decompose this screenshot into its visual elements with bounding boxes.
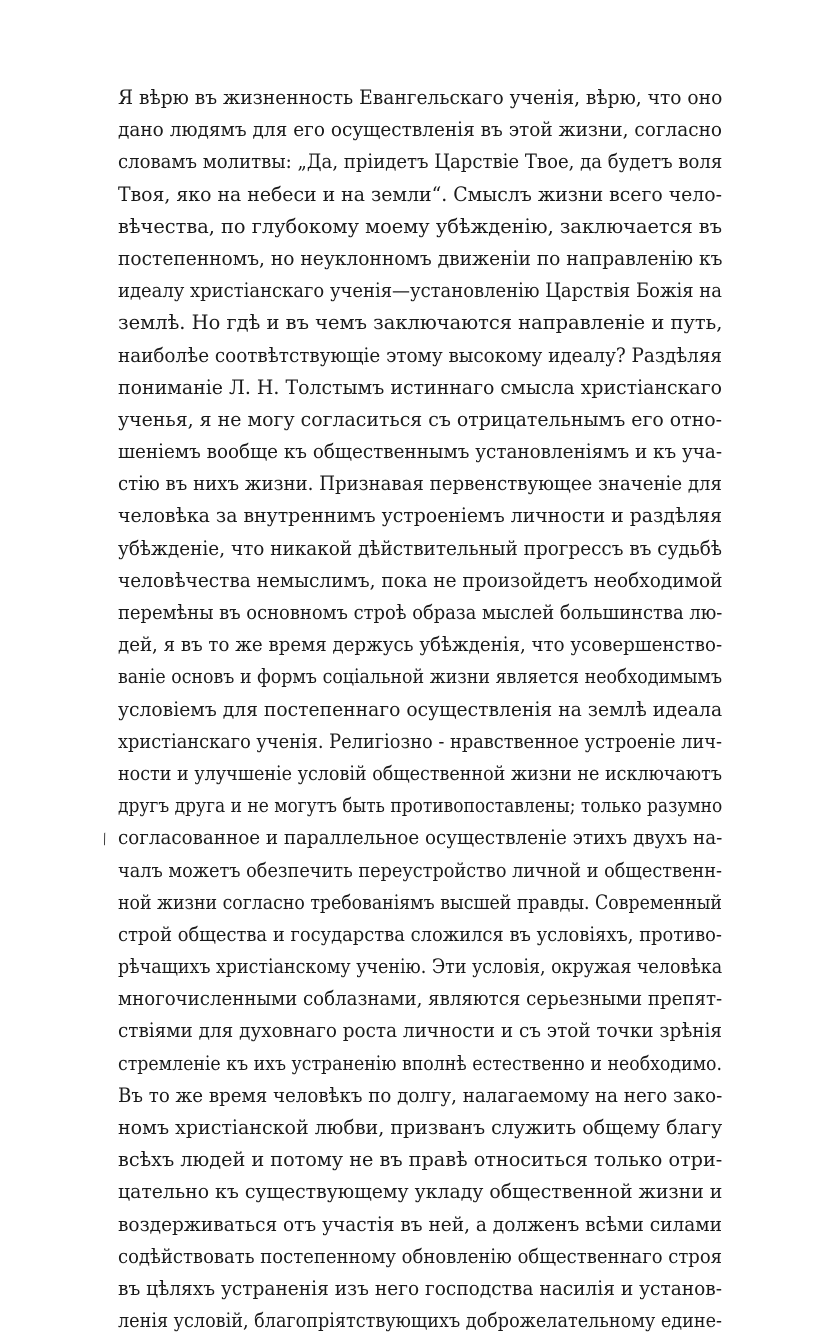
margin-pencil-mark: ⁄	[100, 832, 111, 848]
text-line: ности и улучшеніе условій общественной жизни не исключаютъ	[118, 761, 722, 785]
text-line: человѣка за внутреннимъ устроеніемъ личности и раздѣляя	[118, 504, 722, 528]
text-line: въ цѣляхъ устраненія изъ него господства насилія и установ-	[118, 1276, 723, 1300]
text-line: строй общества и государства сложился въ условіяхъ, противо-	[118, 922, 722, 946]
text-line: стремленіе къ ихъ устраненію вполнѣ естественно и необходимо.	[118, 1051, 722, 1075]
text-line: идеалу христіанскаго ученія—установленію Царствія Божія на	[118, 279, 722, 303]
text-line: наиболѣе соотвѣтствующіе этому высокому идеалу? Раздѣляя	[118, 343, 722, 367]
text-line: Твоя, яко на небеси и на земли“. Смыслъ жизни всего чело-	[118, 182, 722, 206]
text-line: ваніе основъ и формъ соціальной жизни является необходимымъ	[118, 665, 723, 689]
text-line: ной жизни согласно требованіямъ высшей правды. Современный	[118, 890, 722, 914]
text-line: стію въ нихъ жизни. Признавая первенствующее значеніе для	[118, 472, 722, 496]
text-line: другъ друга и не могутъ быть противопоставлены; только разумно	[118, 794, 723, 818]
text-line: землѣ. Но гдѣ и въ чемъ заключаются направленіе и путь,	[118, 311, 723, 335]
text-line: перемѣны въ основномъ строѣ образа мыслей большинства лю-	[118, 601, 723, 624]
text-line: пониманіе Л. Н. Толстымъ истиннаго смысла христіанскаго	[118, 375, 722, 399]
text-line: чалъ можетъ обезпечить переустройство личной и общественн-	[118, 858, 722, 882]
body-text	[118, 82, 722, 1337]
text-line: убѣжденіе, что никакой дѣйствительный прогрессъ въ судьбѣ	[118, 536, 722, 560]
text-line: словамъ молитвы: „Да, пріидетъ Царствіе Твое, да будетъ воля	[118, 150, 723, 174]
text-line: ствіями для духовнаго роста личности и съ этой точки зрѣнія	[118, 1019, 723, 1043]
text-line: шеніемъ вообще къ общественнымъ установленіямъ и къ уча-	[118, 440, 723, 464]
text-line: содѣйствовать постепенному обновленію общественнаго строя	[118, 1244, 723, 1268]
text-line: христіанскаго ученія. Религіозно - нравственное устроеніе лич-	[118, 729, 722, 753]
text-line: согласованное и параллельное осуществленіе этихъ двухъ на-	[118, 826, 723, 850]
text-line: всѣхъ людей и потому не въ правѣ относиться только отри-	[118, 1148, 723, 1172]
text-line: дей, я въ то же время держусь убѣжденія, что усовершенство-	[118, 633, 723, 657]
text-line: номъ христіанской любви, призванъ служить общему благу	[118, 1116, 723, 1139]
text-line: Въ то же время человѣкъ по долгу, налагаемому на него зако-	[118, 1083, 723, 1107]
text-line: ученья, я не могу согласиться съ отрицательнымъ его отно-	[118, 407, 722, 431]
text-line: постепенномъ, но неуклонномъ движеніи по направленію къ	[118, 246, 723, 270]
text-line: многочисленными соблазнами, являются серьезными препят-	[118, 987, 723, 1011]
text-line: человѣчества немыслимъ, пока не произойдетъ необходимой	[118, 568, 723, 592]
text-line: воздерживаться отъ участія въ ней, а долженъ всѣми силами	[118, 1212, 723, 1236]
text-line: условіемъ для постепеннаго осуществленія на землѣ идеала	[118, 697, 723, 721]
text-line: ленія условій, благопріятствующихъ доброжелательному едине-	[118, 1309, 722, 1333]
text-line: цательно къ существующему укладу общественной жизни и	[118, 1180, 723, 1204]
text-line: Я вѣрю въ жизненность Евангельскаго ученія, вѣрю, что оно	[118, 86, 723, 109]
text-line: рѣчащихъ христіанскому ученію. Эти условія, окружая человѣка	[118, 955, 723, 979]
text-line: вѣчества, по глубокому моему убѣжденію, заключается въ	[118, 214, 723, 238]
text-line: дано людямъ для его осуществленія въ этой жизни, согласно	[118, 118, 722, 142]
